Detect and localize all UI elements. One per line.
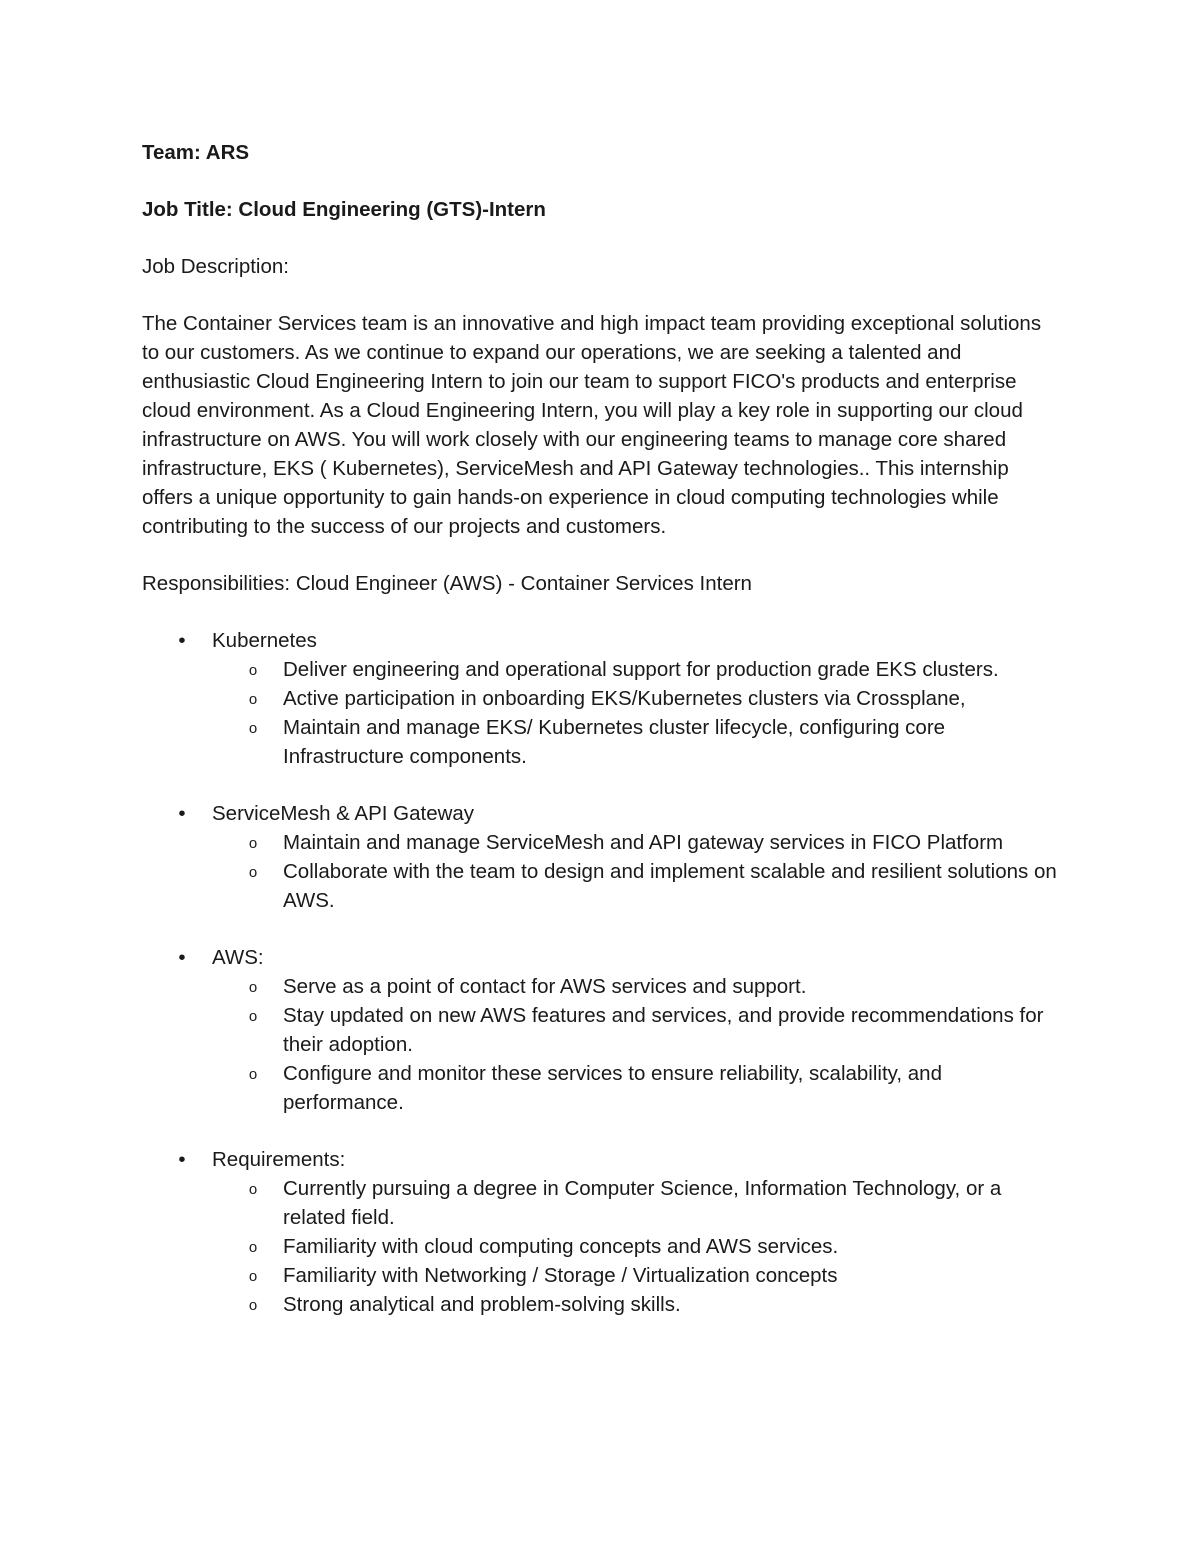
circle-bullet-icon: o: [248, 1239, 258, 1256]
section-servicemesh: [142, 799, 1062, 915]
list-item: o Configure and monitor these services to ensure reliability, scalability, and performance.: [142, 1059, 1062, 1117]
team-line: Team: ARS: [142, 141, 250, 164]
job-description-label: Job Description:: [142, 255, 289, 278]
section-kubernetes: [142, 626, 1062, 771]
sub-list: [142, 1174, 1062, 1319]
section-requirements: [142, 1145, 1062, 1319]
list-item: o Stay updated on new AWS features and services, and provide recommendations for their adoption.: [142, 1001, 1062, 1059]
list-item: o Familiarity with cloud computing concepts and AWS services.: [142, 1232, 1062, 1261]
circle-bullet-icon: o: [248, 864, 258, 881]
section-heading: ServiceMesh & API Gateway: [212, 802, 475, 825]
circle-bullet-icon: o: [248, 835, 258, 852]
responsibilities-heading: Responsibilities: Cloud Engineer (AWS) - Container Services Intern: [142, 572, 752, 595]
job-title: Job Title: Cloud Engineering (GTS)-Intern: [142, 198, 546, 221]
section-heading: Kubernetes: [212, 629, 317, 652]
circle-bullet-icon: o: [248, 1181, 258, 1198]
list-item: o Familiarity with Networking / Storage / Virtualization concepts: [142, 1261, 1062, 1290]
bullet-icon: •: [178, 946, 186, 969]
bullet-icon: •: [178, 802, 186, 825]
bullet-icon: •: [178, 629, 186, 652]
list-item: o Maintain and manage ServiceMesh and API gateway services in FICO Platform: [142, 828, 1062, 857]
list-item: o Deliver engineering and operational support for production grade EKS clusters.: [142, 655, 1062, 684]
circle-bullet-icon: o: [248, 662, 258, 679]
list-item: o Maintain and manage EKS/ Kubernetes cluster lifecycle, configuring core Infrastructure components.: [142, 713, 1062, 771]
list-item: o Strong analytical and problem-solving skills.: [142, 1290, 1062, 1319]
circle-bullet-icon: o: [248, 1008, 258, 1025]
list-item: o Collaborate with the team to design and implement scalable and resilient solutions on AWS.: [142, 857, 1062, 915]
list-item: o Currently pursuing a degree in Computer Science, Information Technology, or a related field.: [142, 1174, 1062, 1232]
circle-bullet-icon: o: [248, 691, 258, 708]
circle-bullet-icon: o: [248, 1297, 258, 1314]
document-page: [142, 138, 1062, 1347]
section-aws: [142, 943, 1062, 1117]
job-description-text: The Container Services team is an innovative and high impact team providing exceptional solutions to our customers. As we continue to expand our operations, we are seeking a talented and enthusiastic Cloud Engineering Intern to join our team to support FICO's products and enterprise cloud environment. As a Cloud Engineering Intern, you will play a key role in supporting our cloud infrastructure on AWS. You will work closely with our engineering teams to manage core shared infrastructure, EKS ( Kubernetes), ServiceMesh and API Gateway technologies.. This internship offers a unique opportunity to gain hands-on experience in cloud computing technologies while contributing to the success of our projects and customers.: [142, 312, 1042, 538]
circle-bullet-icon: o: [248, 1066, 258, 1083]
circle-bullet-icon: o: [248, 1268, 258, 1285]
section-heading: AWS:: [212, 946, 264, 969]
sub-list: [142, 655, 1062, 771]
list-item: o Serve as a point of contact for AWS services and support.: [142, 972, 1062, 1001]
circle-bullet-icon: o: [248, 979, 258, 996]
section-heading: Requirements:: [212, 1148, 346, 1171]
circle-bullet-icon: o: [248, 720, 258, 737]
sub-list: [142, 828, 1062, 915]
list-item: o Active participation in onboarding EKS/Kubernetes clusters via Crossplane,: [142, 684, 1062, 713]
bullet-icon: •: [178, 1148, 186, 1171]
sub-list: [142, 972, 1062, 1117]
